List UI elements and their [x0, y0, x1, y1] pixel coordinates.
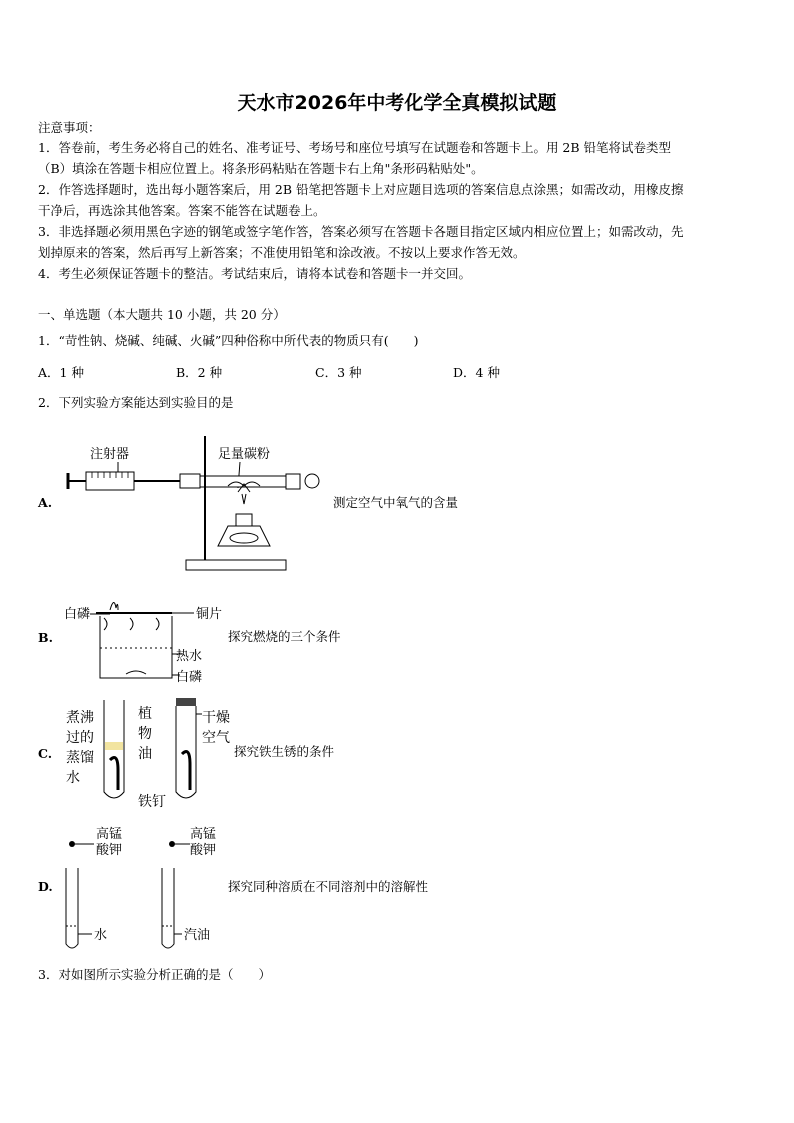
kmno4-label-1-line-1: 高锰	[96, 827, 123, 842]
option-b-description: 探究燃烧的三个条件	[228, 629, 341, 644]
notice-item-1-line-2: （B）填涂在答题卡相应位置上。将条形码粘贴在答题卡右上角"条形码粘贴处"。	[38, 161, 484, 176]
option-d-description: 探究同种溶质在不同溶剂中的溶解性	[228, 879, 429, 894]
boiled-water-label-2: 过的	[66, 730, 94, 746]
kmno4-label-2-line-2: 酸钾	[190, 843, 217, 858]
option-b-letter: B.	[38, 630, 53, 645]
dry-air-label-1: 干燥	[202, 710, 230, 726]
notice-heading: 注意事项：	[38, 120, 101, 135]
boiled-water-label-4: 水	[66, 770, 80, 786]
option-c-description: 探究铁生锈的条件	[234, 744, 335, 759]
solubility-diagram	[60, 822, 226, 956]
kmno4-label-2-line-1: 高锰	[190, 827, 217, 842]
vegetable-oil-label-1: 植	[138, 706, 152, 722]
boiled-water-label-1: 煮沸	[66, 710, 94, 726]
question-1-stem: 1．“苛性钠、烧碱、纯碱、火碱”四种俗称中所代表的物质只有( )	[38, 333, 419, 348]
white-phosphorus-top-label: 白磷	[64, 607, 91, 622]
option-c-letter: C.	[38, 746, 53, 761]
vegetable-oil-label-3: 油	[138, 746, 152, 762]
carbon-powder-label: 足量碳粉	[218, 447, 271, 462]
page-title: 天水市2026年中考化学全真模拟试题	[237, 92, 557, 114]
kmno4-label-1-line-2: 酸钾	[96, 843, 123, 858]
question-1-option-d: D．4 种	[453, 365, 500, 380]
syringe-label: 注射器	[90, 447, 130, 462]
notice-item-2-line-2: 干净后，再选涂其他答案。答案不能答在试题卷上。	[38, 203, 326, 218]
vegetable-oil-label-2: 物	[138, 726, 152, 742]
section-heading: 一、单选题（本大题共 10 小题，共 20 分）	[38, 307, 286, 322]
question-3-stem: 3．对如图所示实验分析正确的是（ ）	[38, 967, 271, 982]
notice-item-4: 4．考生必须保证答题卡的整洁。考试结束后，请将本试卷和答题卡一并交回。	[38, 266, 471, 281]
notice-item-3-line-1: 3．非选择题必须用黑色字迹的钢笔或签字笔作答，答案必须写在答题卡各题目指定区域内相应位置上；如需改动，先	[38, 224, 684, 239]
gasoline-label: 汽油	[184, 928, 211, 943]
iron-nail-label: 铁钉	[138, 794, 166, 810]
question-1-option-c: C．3 种	[315, 365, 362, 380]
notice-item-1-line-1: 1．答卷前，考生务必将自己的姓名、准考证号、考场号和座位号填写在试题卷和答题卡上。用 2B 铅笔将试卷类型	[38, 140, 672, 155]
option-d-letter: D.	[38, 879, 53, 894]
question-1-option-b: B．2 种	[176, 365, 223, 380]
notice-item-3-line-2: 划掉原来的答案，然后再写上新答案；不准使用铅笔和涂改液。不按以上要求作答无效。	[38, 245, 526, 260]
white-phosphorus-bottom-label: 白磷	[176, 670, 203, 684]
question-2-stem: 2．下列实验方案能达到实验目的是	[38, 395, 234, 410]
iron-rusting-diagram	[62, 696, 238, 812]
copper-sheet-label: 铜片	[196, 607, 223, 622]
boiled-water-label-3: 蒸馏	[66, 750, 94, 766]
option-a-letter: A.	[38, 495, 53, 510]
option-a-description: 测定空气中氧气的含量	[333, 495, 459, 510]
hot-water-label: 热水	[176, 649, 203, 664]
oxygen-content-apparatus-diagram	[60, 430, 330, 580]
combustion-conditions-diagram	[60, 592, 230, 684]
dry-air-label-2: 空气	[202, 730, 230, 746]
notice-item-2-line-1: 2．作答选择题时，选出每小题答案后，用 2B 铅笔把答题卡上对应题目选项的答案信息点涂黑；如需改动，用橡皮擦	[38, 182, 684, 197]
question-1-option-a: A．1 种	[38, 365, 84, 380]
water-label: 水	[94, 928, 108, 943]
